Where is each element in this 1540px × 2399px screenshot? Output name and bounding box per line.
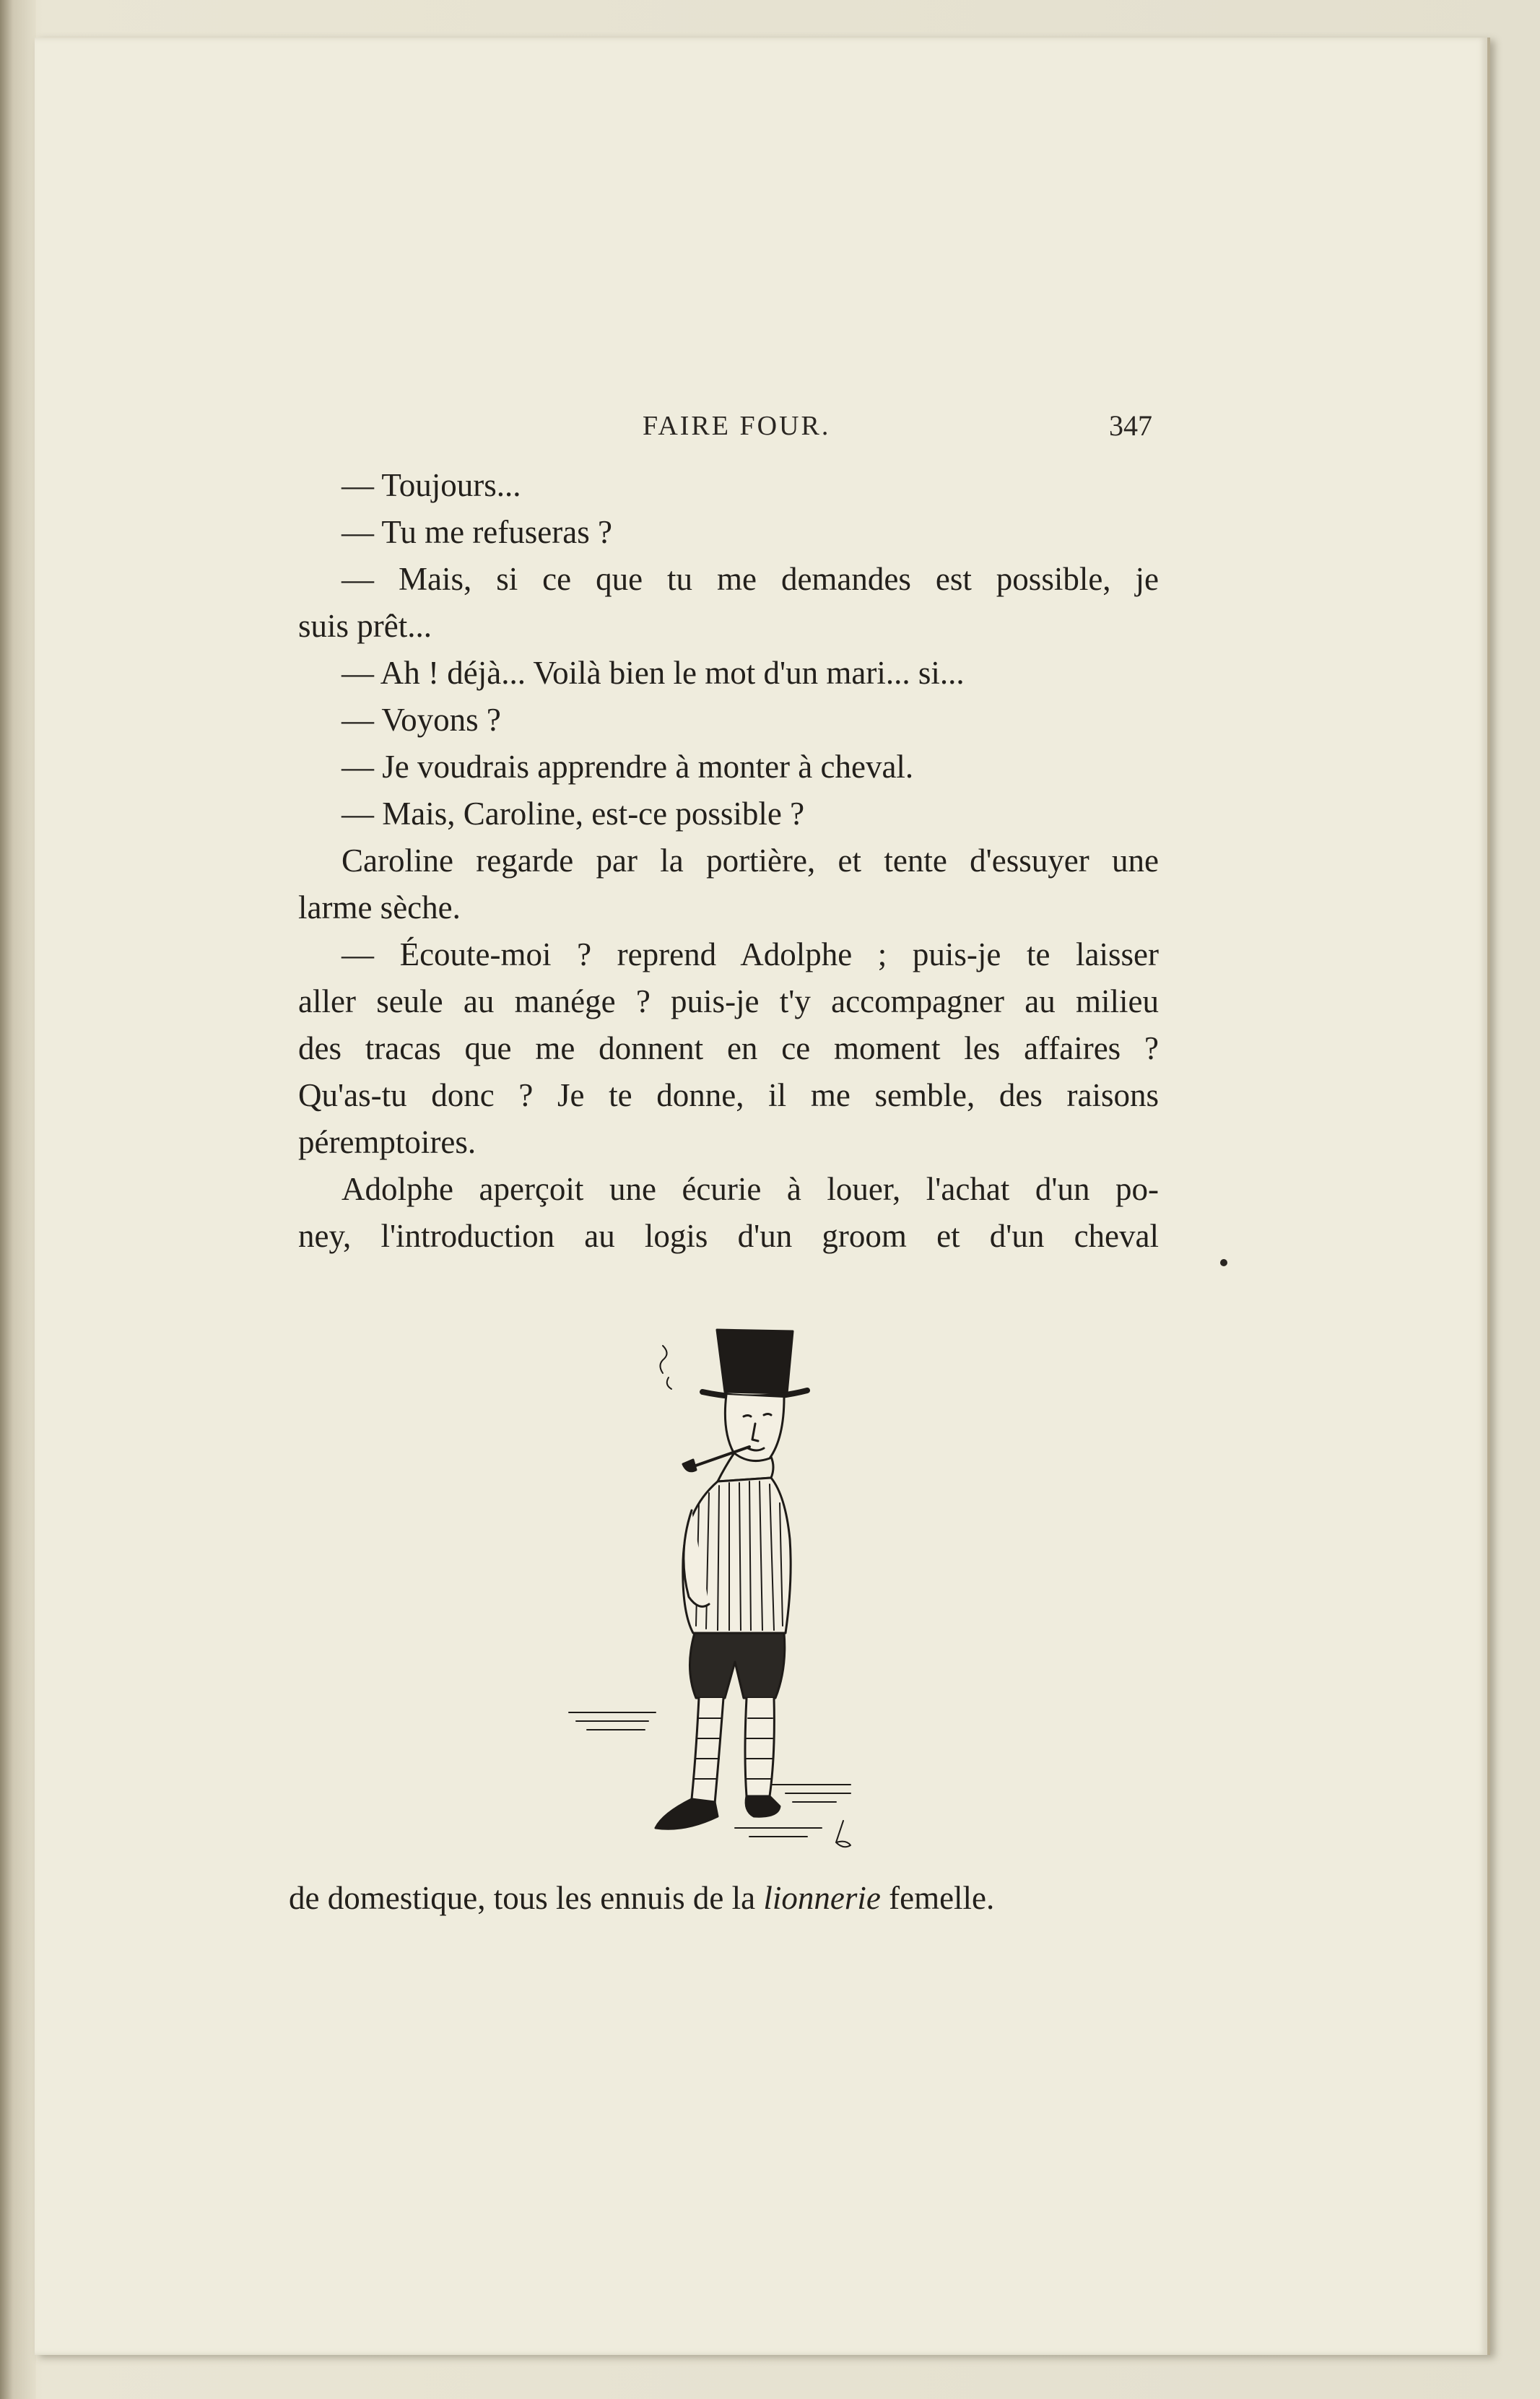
final-text-line: de domestique, tous les ennuis de la lionnerie femelle. <box>289 1880 995 1916</box>
narrative-paragraph: Adolphe aperçoit une écurie à louer, l'achat d'un po- ney, l'introduction au logis d'un groom et d'un cheval <box>298 1171 1159 1254</box>
running-head-title: FAIRE FOUR. <box>643 411 831 441</box>
dialogue-paragraph: — Écoute-moi ? reprend Adolphe ; puis-je te laisser aller seule au manége ? puis-je t'y accompagner au milieu des tracas que me donnent en ce moment les affaires ? Qu'as-tu donc ? Je te donne, il me semble, des raisons péremptoires. <box>298 936 1159 1160</box>
narrative-paragraph: Caroline regarde par la portière, et tente d'essuyer une larme sèche. <box>298 843 1159 926</box>
italic-word: lionnerie <box>763 1880 881 1916</box>
ink-speck <box>1220 1259 1227 1266</box>
page-number: 347 <box>1109 409 1152 442</box>
gentleman-top-hat-pipe-figure-icon <box>554 1323 865 1857</box>
dialogue-line: — Toujours... <box>342 467 521 503</box>
dialogue-line: — Voyons ? <box>342 702 501 738</box>
book-page <box>35 38 1490 2355</box>
book-spine <box>0 0 36 2399</box>
dialogue-line: — Mais, Caroline, est-ce possible ? <box>342 796 805 832</box>
running-head <box>35 368 1487 442</box>
dialogue-line: — Ah ! déjà... Voilà bien le mot d'un mari... si... <box>342 655 965 691</box>
dialogue-line: — Tu me refuseras ? <box>342 514 612 550</box>
dialogue-line: — Mais, si ce que tu me demandes est possible, je suis prêt... <box>298 561 1159 644</box>
dialogue-line: — Je voudrais apprendre à monter à cheval. <box>342 749 914 785</box>
body-text <box>298 462 1159 1260</box>
